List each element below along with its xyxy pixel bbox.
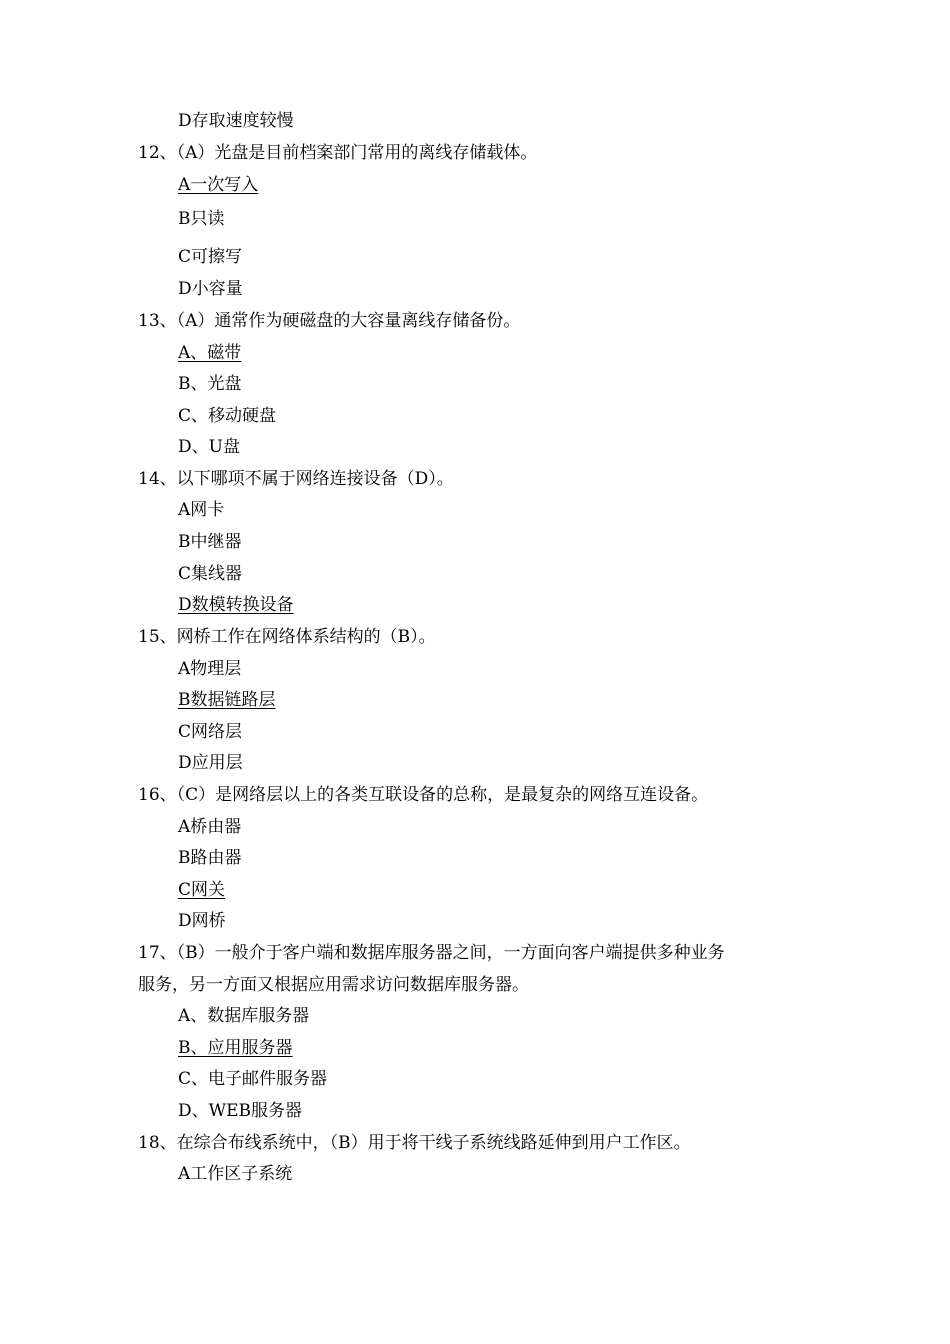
question-13: 13、（A）通常作为硬磁盘的大容量离线存储备份。 <box>138 311 521 331</box>
option-line: B、光盘 <box>178 374 242 394</box>
option-line: A工作区子系统 <box>178 1164 293 1184</box>
option-line: C、电子邮件服务器 <box>178 1069 328 1089</box>
option-line: A、数据库服务器 <box>178 1006 310 1026</box>
option-line: C可擦写 <box>178 247 243 267</box>
question-12: 12、（A）光盘是目前档案部门常用的离线存储载体。 <box>138 143 538 163</box>
answer-option: A一次写入 <box>178 175 259 195</box>
option-line: D、WEB服务器 <box>178 1101 303 1121</box>
option-line: A网卡 <box>178 500 225 520</box>
answer-option: C网关 <box>178 880 226 900</box>
answer-option: D数模转换设备 <box>178 595 294 615</box>
answer-option: B、应用服务器 <box>178 1038 293 1058</box>
option-line: B中继器 <box>178 532 242 552</box>
option-line: C网络层 <box>178 722 243 742</box>
option-line: D、U盘 <box>178 437 240 457</box>
question-17: 17、（B）一般介于客户端和数据库服务器之间，一方面向客户端提供多种业务 <box>138 943 725 963</box>
option-line: B只读 <box>178 209 225 229</box>
question-14: 14、以下哪项不属于网络连接设备（D）。 <box>138 469 454 489</box>
question-18: 18、在综合布线系统中，（B）用于将干线子系统线路延伸到用户工作区。 <box>138 1133 691 1153</box>
option-line: D网桥 <box>178 911 226 931</box>
answer-option: A、磁带 <box>178 343 242 363</box>
option-line: D小容量 <box>178 279 243 299</box>
option-line: D应用层 <box>178 753 243 773</box>
option-line: C、移动硬盘 <box>178 406 277 426</box>
question-15: 15、网桥工作在网络体系结构的（B）。 <box>138 627 436 647</box>
option-line: D存取速度较慢 <box>178 111 294 131</box>
option-line: C集线器 <box>178 564 243 584</box>
question-16: 16、（C）是网络层以上的各类互联设备的总称，是最复杂的网络互连设备。 <box>138 785 709 805</box>
answer-option: B数据链路层 <box>178 690 276 710</box>
option-line: A桥由器 <box>178 817 242 837</box>
option-line: B路由器 <box>178 848 242 868</box>
question-17-continued: 服务，另一方面又根据应用需求访问数据库服务器。 <box>138 975 529 995</box>
option-line: A物理层 <box>178 659 242 679</box>
